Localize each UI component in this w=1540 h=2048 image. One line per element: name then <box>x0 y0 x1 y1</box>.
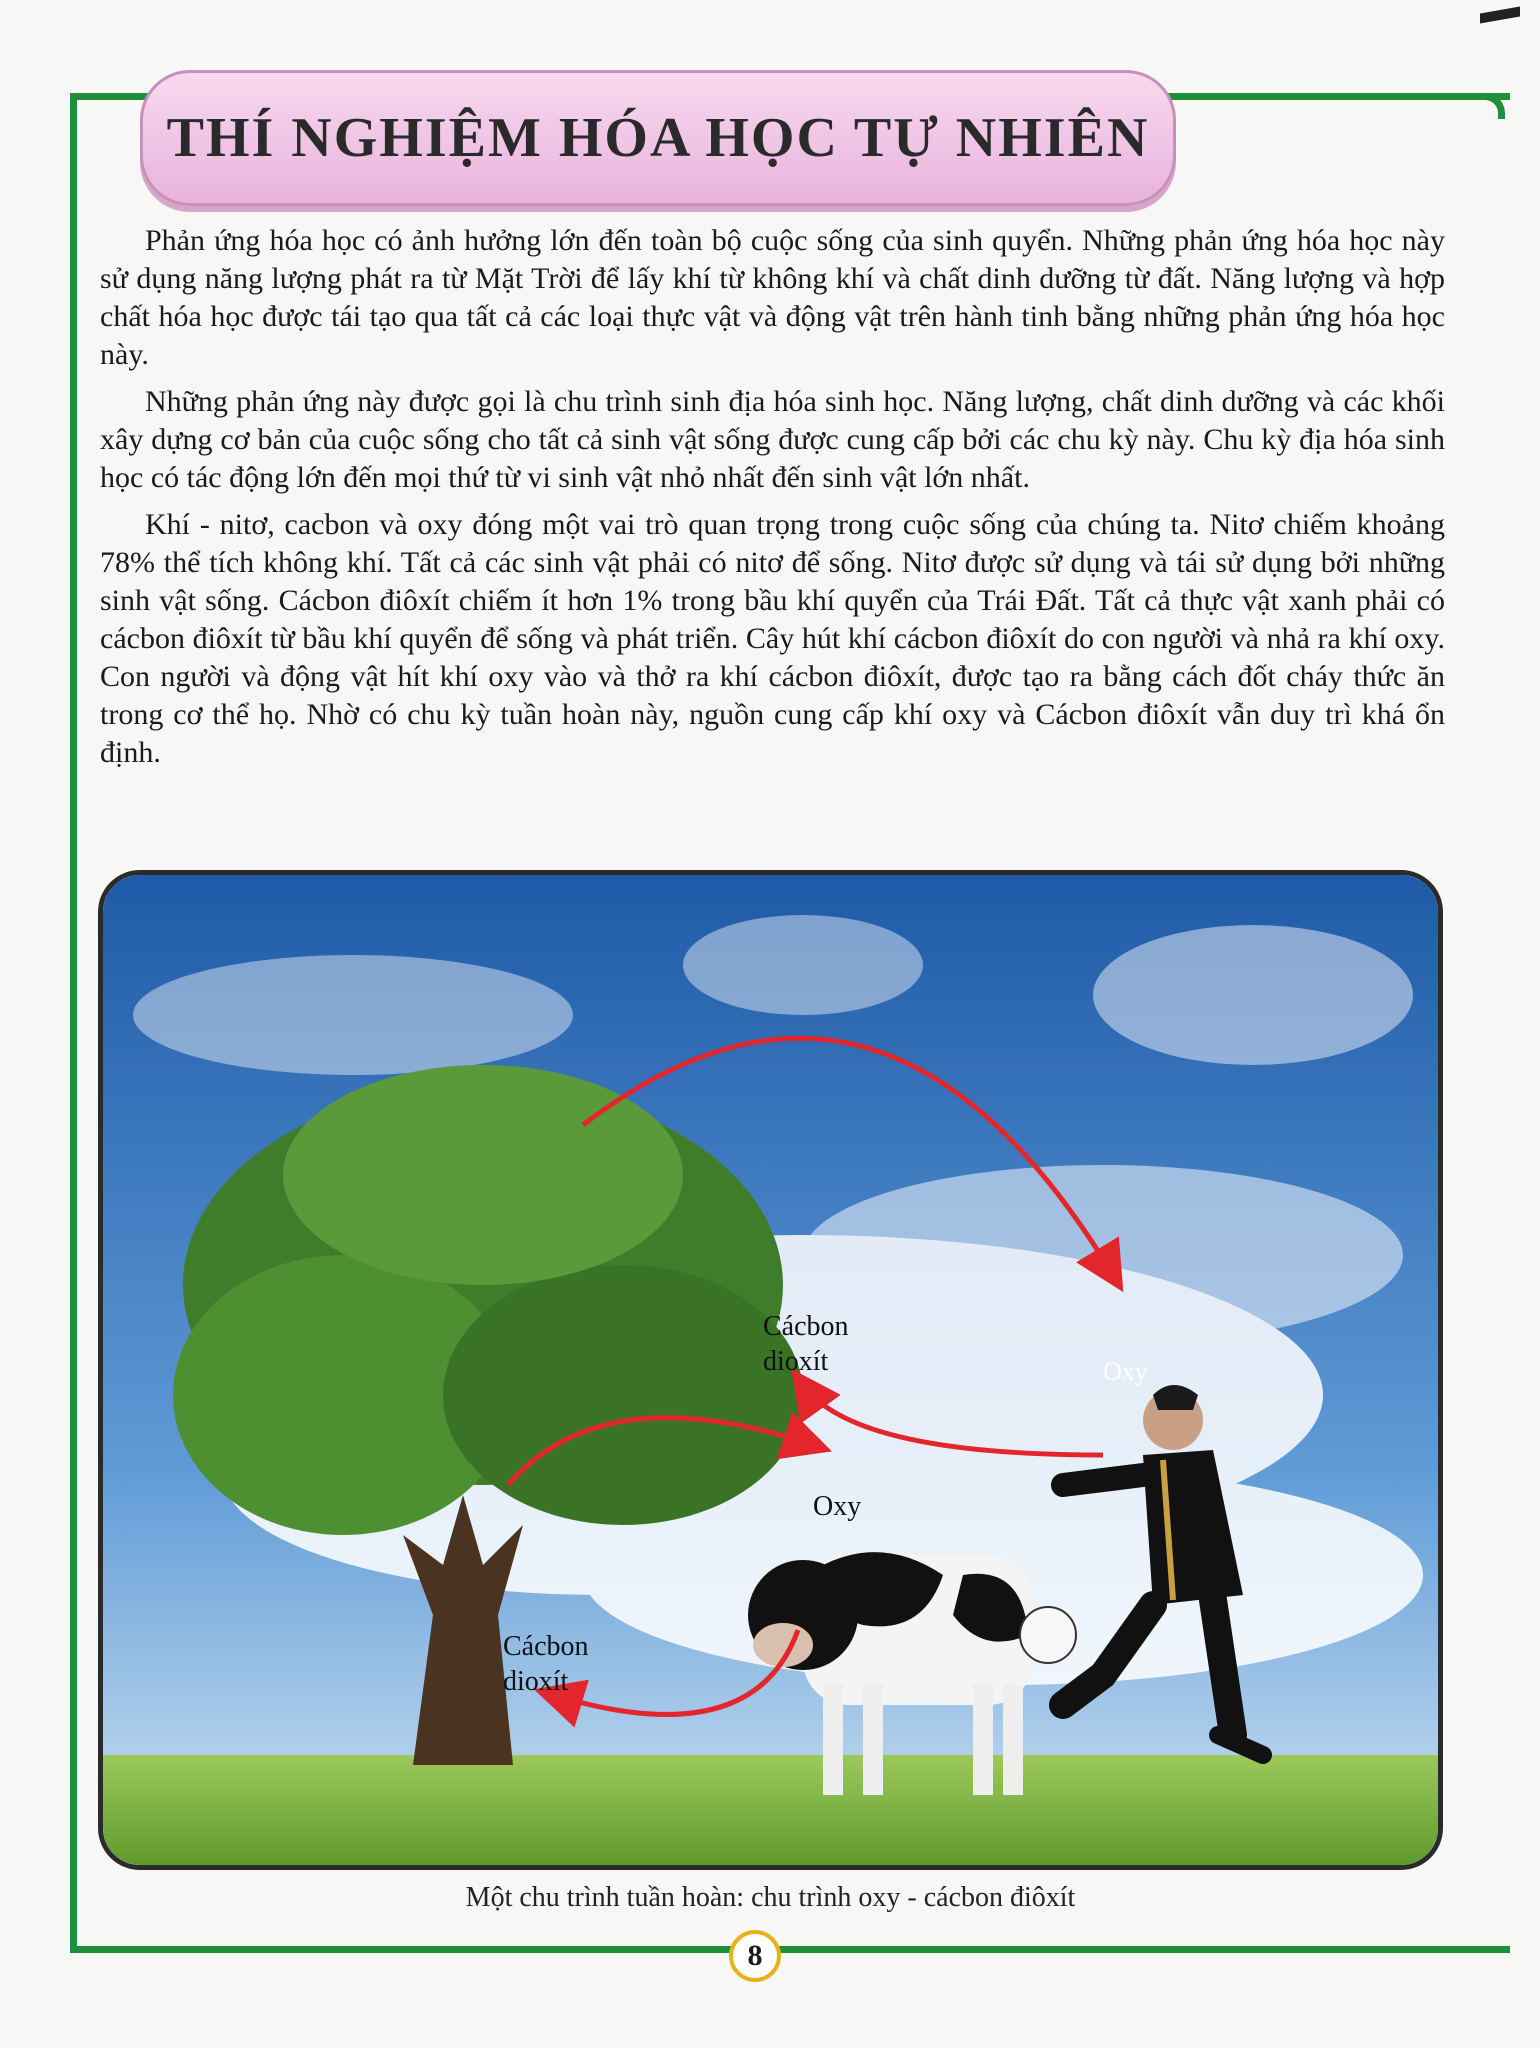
label-co2-top-2: dioxít <box>763 1346 829 1377</box>
paragraph-1: Phản ứng hóa học có ảnh hưởng lớn đến toàn bộ cuộc sống của sinh quyển. Những phản ứng hóa học này sử dụng năng lượng phát ra từ Mặt Trời để lấy khí từ không khí và chất dinh dưỡng từ đất. Năng lượng và hợp chất hóa học được tái tạo qua tất cả các loại thực vật và động vật trên hành tinh bằng những phản ứng hóa học này. <box>100 224 1445 371</box>
corner-mark <box>1480 6 1520 23</box>
grass-field <box>103 1755 1438 1865</box>
page-number: 8 <box>729 1930 781 1982</box>
cycle-illustration <box>98 870 1443 1870</box>
paragraph-3: Khí - nitơ, cacbon và oxy đóng một vai trò quan trọng trong cuộc sống của chúng ta. Nitơ chiếm khoảng 78% thể tích không khí. Tất cả các sinh vật phải có nitơ để sống. Nitơ được sử dụng và tái sử dụng bởi những sinh vật sống. Cácbon điôxít chiếm ít hơn 1% trong bầu khí quyển của Trái Đất. Tất cả thực vật xanh phải có cácbon điôxít từ bầu khí quyển để sống và phát triển. Cây hút khí cácbon điôxít do con người và nhả ra khí oxy. Con người và động vật hít khí oxy vào và thở ra khí cácbon điôxít, được tạo ra bằng cách đốt cháy thức ăn trong cơ thể họ. Nhờ có chu kỳ tuần hoàn này, nguồn cung cấp khí oxy và Cácbon điôxít vẫn duy trì khá ổn định. <box>100 508 1445 769</box>
illustration-svg <box>103 875 1438 1865</box>
label-co2-top-1: Cácbon <box>763 1311 849 1342</box>
label-co2-bottom-1: Cácbon <box>503 1631 589 1662</box>
label-oxy-mid: Oxy <box>813 1491 862 1522</box>
title-banner <box>140 70 1176 206</box>
page-title: THÍ NGHIỆM HÓA HỌC TỰ NHIÊN <box>166 107 1150 169</box>
label-oxy-right: Oxy <box>1103 1357 1148 1386</box>
figure-caption: Một chu trình tuần hoàn: chu trình oxy - cácbon điôxít <box>465 1882 1076 1913</box>
label-co2-bottom-2: dioxít <box>503 1666 569 1697</box>
page-frame-top-right <box>1160 93 1505 119</box>
paragraph-2: Những phản ứng này được gọi là chu trình sinh địa hóa sinh học. Năng lượng, chất dinh dưỡng và các khối xây dựng cơ bản của cuộc sống cho tất cả sinh vật sống được cung cấp bởi các chu kỳ này. Chu kỳ địa hóa sinh học có tác động lớn đến mọi thứ từ vi sinh vật nhỏ nhất đến sinh vật lớn nhất. <box>100 385 1445 494</box>
body-text <box>100 222 1445 781</box>
